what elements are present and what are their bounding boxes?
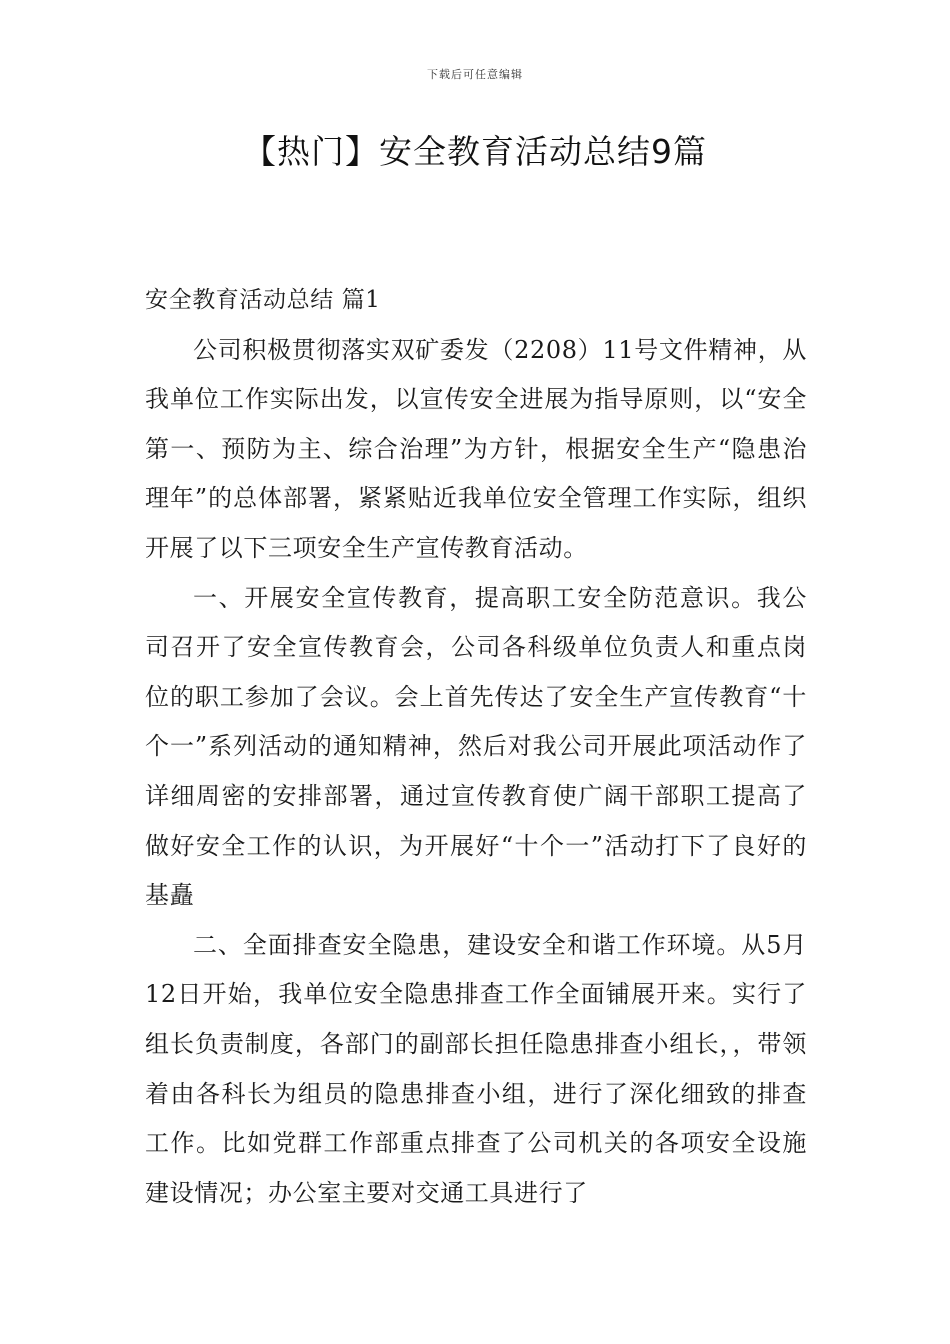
header-note: 下载后可任意编辑 — [427, 68, 523, 81]
document-title: 【热门】安全教育活动总结9篇 — [243, 132, 707, 171]
paragraph-point-one: 一、开展安全宣传教育，提高职工安全防范意识。我公司召开了安全宣传教育会，公司各科级单位负责人和重点岗位的职工参加了会议。会上首先传达了安全生产宣传教育“十个一”系列活动的通知精神，然后对我公司开展此项活动作了详细周密的安排部署，通过宣传教育使广阔干部职工提高了做好安全工作的认识，为开展好“十个一”活动打下了良好的基矗 — [145, 583, 807, 910]
paragraph-intro: 公司积极贯彻落实双矿委发（2208）11号文件精神，从我单位工作实际出发，以宣传安全进展为指导原则，以“安全第一、预防为主、综合治理”为方针，根据安全生产“隐患治理年”的总体部署，紧紧贴近我单位安全管理工作实际，组织开展了以下三项安全生产宣传教育活动。 — [145, 335, 807, 562]
document-body — [145, 276, 807, 1218]
paragraph-point-two: 二、全面排查安全隐患，建设安全和谐工作环境。从5月12日开始，我单位安全隐患排查工作全面铺展开来。实行了组长负责制度，各部门的副部长担任隐患排查小组长，，带领着由各科长为组员的隐患排查小组，进行了深化细致的排查工作。比如党群工作部重点排查了公司机关的各项安全设施建设情况；办公室主要对交通工具进行了 — [145, 930, 807, 1207]
section-title: 安全教育活动总结 篇1 — [145, 287, 381, 313]
